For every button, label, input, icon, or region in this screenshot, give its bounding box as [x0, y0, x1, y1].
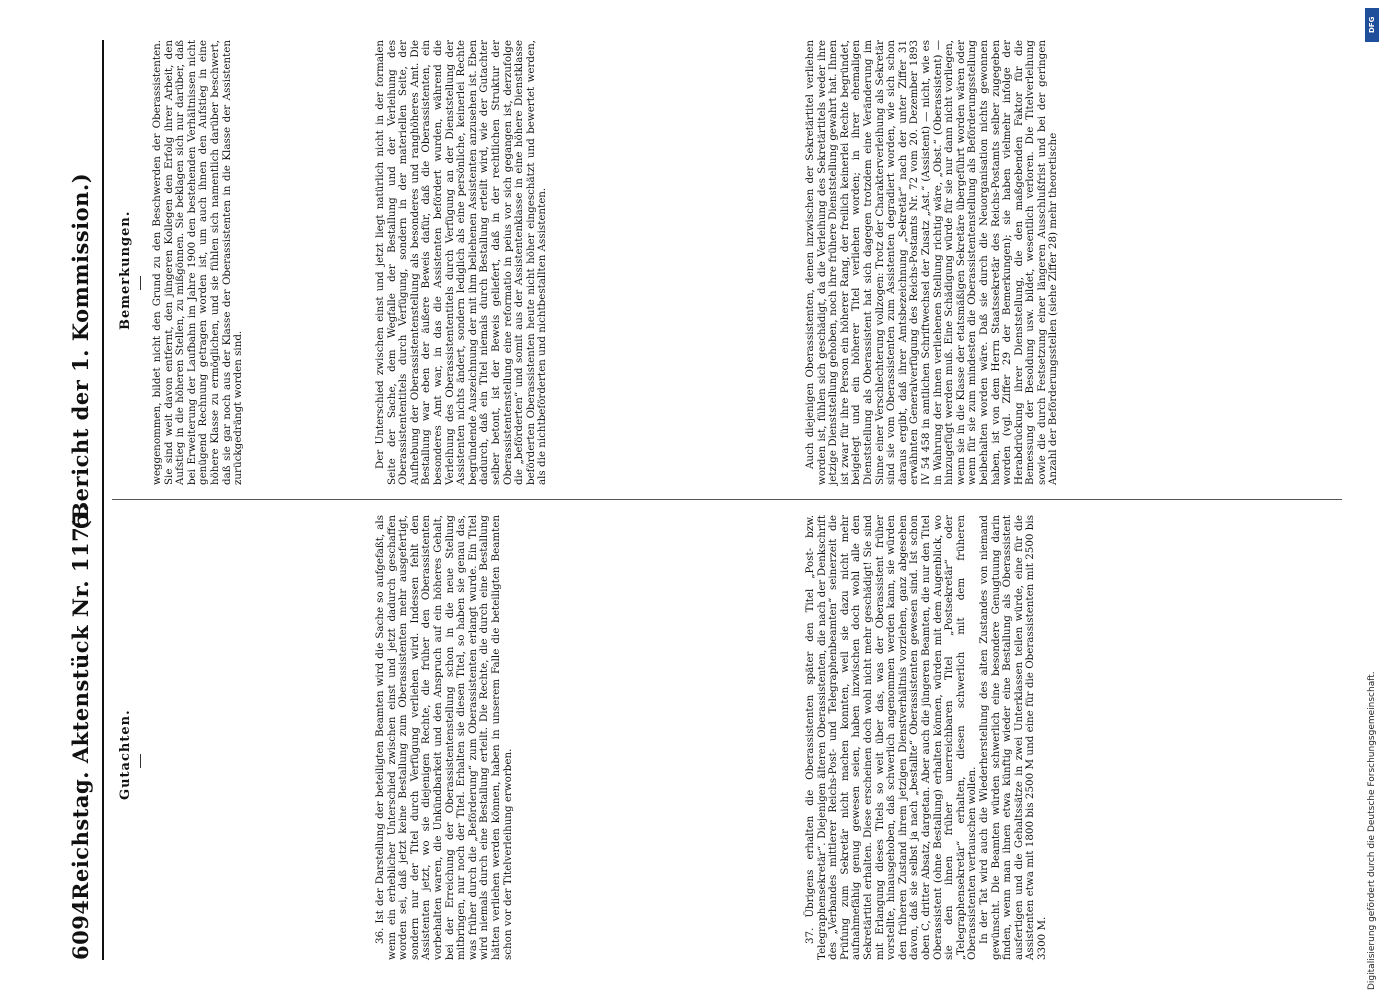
header-rule	[102, 40, 104, 960]
block-2-right	[375, 40, 549, 485]
page-number: 6094	[68, 899, 93, 960]
header-subtitle: (Bericht der 1. Kommission.)	[68, 172, 93, 530]
heading-dash-left	[140, 754, 141, 768]
page-header	[68, 40, 102, 960]
block-2-left	[375, 515, 514, 960]
paragraph: Der Unterschied zwischen einst und jetzt liegt natürlich nicht in der formalen Seite der Sache, dem Wegfalle der Bestallung und der Verleihung des Oberassistententitels durch Verfügung, sondern in der materiellen Seite, der Aufhebung der Oberassistentenstellung als besonderes und ranghöheres Amt. Die Bestallung war eben der äußere Beweis dafür, daß die Oberassistenten, ein besonderes Amt war, in das die Assistenten befördert wurden, während die Verleihung des Oberassistententitels durch Verfügung an der Dienststellung der Assistenten nichts ändert, sondern lediglich als eine persönliche, keinerlei Rechte begründende Auszeichnung der mit ihm beliehenen Assistenten anzusehen ist. Eben dadurch, daß ein Titel niemals durch Bestallung erteilt wird, wie der Gutachter selber betont, ist der Beweis geliefert, daß in der rechtlichen Struktur der Oberassistentenstellung eine reformatio in peius vor sich gegangen ist, derzufolge die „beförderten“ und somit aus der Assistentenklasse in eine höhere Dienstklasse beförderten Oberassistenten heute nicht höher eingeschätzt und bewertet werden, als die nichtbeförderten und nichtbestallten Assistenten.	[374, 40, 549, 485]
block-3-left	[805, 515, 1048, 960]
column-heading-right: Bemerkungen.	[118, 210, 133, 330]
heading-dash-right	[140, 276, 141, 290]
paragraph: 37. Übrigens erhalten die Oberassistenten später den Titel „Post- bzw. Telegraphensekretär“. Diejenigen älteren Oberassistenten, die nach der Denkschrift des „Verbandes mittlerer Reichs-Post- und Telegraphenbeamten“ seinerzeit die Prüfung zum Sekretär nicht machen konnten, weil sie dazu nicht mehr aufnahmefähig genug gewesen seien, haben inzwischen doch wohl alle den Sekretärtitel erhalten. Diese erscheinen doch wohl nicht mehr geschädigt! Sie sind mit Erlangung dieses Titels so weit über das, was der Oberassistent früher vorstellte, hinausgehoben, daß schwerlich angenommen werden kann, sie würden den früheren Zustand ihrem jetzigen Dienstverhältnis vorziehen, ganz abgesehen davon, daß sie selbst ja nach „bestallte“ Oberassistenten gewesen sind. Ist schon oben C, dritter Absatz, dargetan. Aber auch die jüngeren Beamten, die nur den Titel Oberassistent (ohne Bestallung) erhalten können, würden mit dem Augenblick, wo sie den ihnen früher unerreichbaren Titel „Postsekretär“ oder „Telegraphensekretär“ erhalten, diesen schwerlich mit dem früheren Oberassistenten vertauschen wollen.	[804, 515, 979, 960]
column-heading-left: Gutachten.	[118, 709, 133, 800]
paragraph: 36. Ist der Darstellung der beteiligten Beamten wird die Sache so aufgefaßt, als wenn ein erheblicher Unterschied zwischen einst und jetzt dadurch geschaffen worden sei, daß jetzt keine Bestallung zum Oberassistenten mehr ausgefertigt, sondern nur der Titel durch Verfügung verliehen wird. Indessen fehlt den Assistenten jetzt, wo sie diejenigen Rechte, die früher den Oberassistenten vorbehalten waren, die Unkündbarkeit und den Anspruch auf ein höheres Gehalt, bei der Erreichung der Oberassistentenstellung schon in die neue Stellung mitbringen, nur noch der Titel. Erhalten sie diesen Titel, so haben sie genau das, was früher durch die „Beförderung“ zum Oberassistenten erlangt wurde. Ein Titel wird niemals durch eine Bestallung erteilt. Die Rechte, die durch eine Bestallung hätten verliehen werden können, haben in unserem Falle die beteiligten Beamten schon vor der Titelverleihung erworben.	[374, 515, 514, 960]
digitization-credit: Digitalisierung gefördert durch die Deutsche Forschungsgemeinschaft.	[1367, 671, 1377, 990]
paragraph: weggenommen, bildet nicht den Grund zu den Beschwerden der Oberassistenten. Sie sind weit davon entfernt, den jüngeren Kollegen den Erfolg ihrer Arbeit, den Aufstieg in die höheren Stellen, zu mißgönnen. Sie beklagen sich nur darüber, daß bei Erweiterung der Laufbahn im Jahre 1900 den bestehenden Verhältnissen nicht genügend Rechnung getragen worden ist, um auch ihnen den Aufstieg in eine höhere Klasse zu ermöglichen, und sie fühlen sich namentlich darüber beschwert, daß sie gar noch aus der Klasse der Oberassistenten in die Klasse der Assistenten zurückgedrängt worden sind.	[151, 40, 245, 485]
document-page	[40, 40, 1360, 960]
paragraph: In der Tat wird auch die Wiederherstellung des alten Zustandes von niemand gewünscht. Die Beamten würden schwerlich eine besondere Genugtuung darin finden, wenn man ihnen etwa künftig wieder eine Bestallung als Oberassistent ausfertigen und die Gehaltssätze in zwei Unterklassen teilen würde, eine für die Assistenten etwa mit 1800 bis 2500 M und eine für die Oberassistenten mit 2500 bis 3300 M.	[977, 515, 1048, 960]
paragraph: Auch diejenigen Oberassistenten, denen inzwischen der Sekretärtitel verliehen worden ist, fühlen sich geschädigt, da die Verleihung des Sekretärtitels weder ihre jetzige Dienststellung gehoben, noch ihre frühere Dienststellung gewahrt hat. Ihnen ist zwar für ihre Person ein höherer Rang, der freilich keinerlei Rechte begründet, beigelegt und ein höherer Titel verliehen worden; in ihrer ehemaligen Dienststellung als Oberassistent hat sich dagegen trotzdem eine Veränderung im Sinne einer Verschlechterung vollzogen: Trotz der Charakterverleihung als Sekretär sind sie vom Oberassistenten zum Assistenten degradiert worden, wie sich schon daraus ergibt, daß ihrer Amtsbezeichnung „Sekretär“ nach der unter Ziffer 31 erwähnten Generalverfügung des Reichs-Postamts Nr. 72 vom 20. Dezember 1893 IV 54 458 in amtlichen Schriftwechsel der Zusatz „Ast.“ (Assistent) — nicht, wie es in Wahrung der ihnen verliehenen Stellung richtig wäre, „Obst.“ (Oberassistent) — hinzugefügt werden muß. Eine Schädigung würde für sie nur dann nicht vorliegen, wenn sie in die Klasse der etatsmäßigen Sekretäre übergeführt worden wären oder wenn für sie zum mindesten die Oberassistentenstellung als Beförderungsstellung beibehalten worden wäre. Daß sie durch die Neuorganisation nichts gewonnen haben, ist von dem Herrn Staatssekretär des Reichs-Postamts selber zugegeben worden (vgl. Ziffer 29 der Bemerkungen); sie haben vielmehr infolge der Herabdrückung ihrer Dienststellung, die den maßgebenden Faktor für die Bemessung der Besoldung usw. bildet, wesentlich verloren. Die Titelverleihung sowie die durch Festsetzung einer längeren Ausschlußfrist und bei der geringen Anzahl der Beförderungsstellen (siehe Ziffer 28) mehr theoretische	[804, 40, 1060, 485]
block-3-right	[805, 40, 1060, 485]
block-1-right	[152, 40, 245, 485]
dfg-logo: DFG	[1365, 8, 1379, 42]
column-divider	[112, 499, 1342, 500]
header-title: Reichstag. Aktenstück Nr. 1175.	[68, 503, 93, 900]
